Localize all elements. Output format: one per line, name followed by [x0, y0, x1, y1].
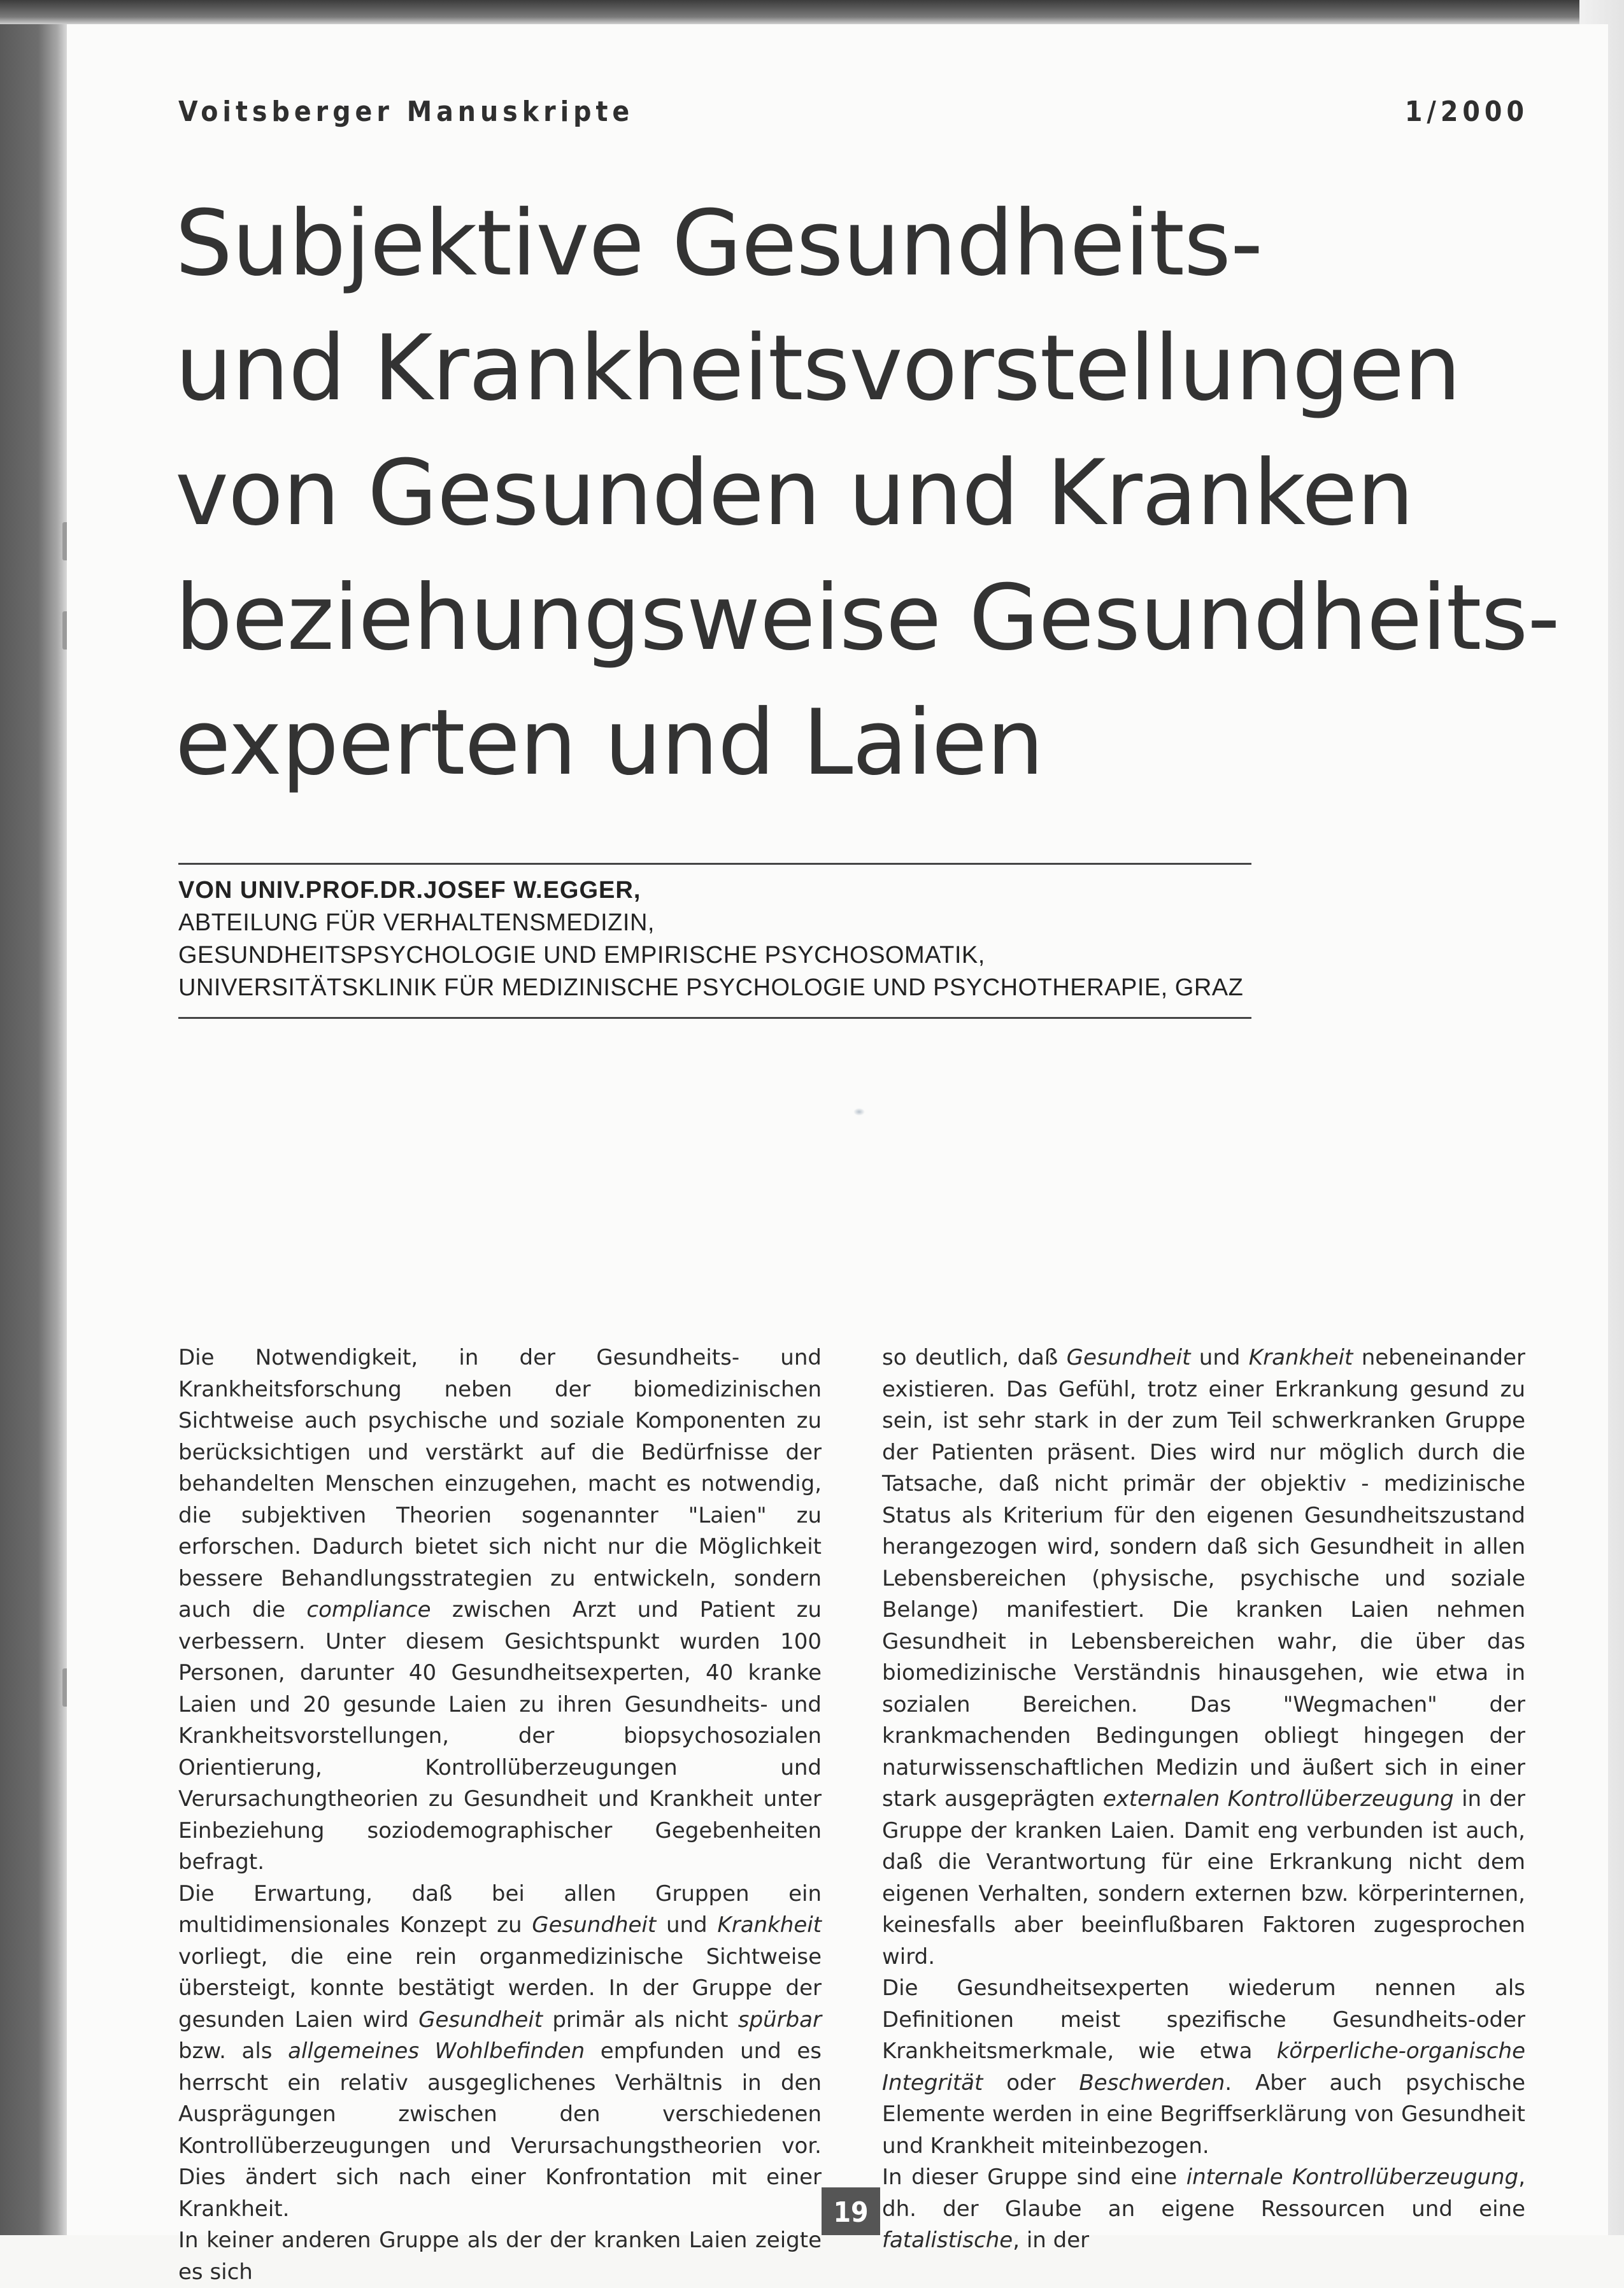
article-title — [175, 181, 1560, 806]
title-line: beziehungsweise Gesundheits- — [175, 565, 1560, 671]
series-name: Voitsberger Manuskripte — [178, 96, 634, 128]
affiliation-line: UNIVERSITÄTSKLINIK FÜR MEDIZINISCHE PSYCHOLOGIE UND PSYCHOTHERAPIE, GRAZ — [178, 974, 1244, 1001]
running-head — [178, 96, 1528, 128]
scan-speck — [853, 1108, 865, 1116]
paragraph: Die Notwendigkeit, in der Gesundheits- und Krankheitsforschung neben der biomedizinischen Sichtweise auch psychische und soziale Komponenten zu berücksichtigen und verstärkt auf die Bedürfnisse der behandelten Menschen einzugehen, macht es notwendig, die subjektiven Theorien sogenannter "Laien" zu erforschen. Dadurch bietet sich nicht nur die Möglichkeit bessere Behandlungsstrategien zu entwickeln, sondern auch die compliance zwischen Arzt und Patient zu verbessern. Unter diesem Gesichtspunkt wurden 100 Personen, darunter 40 Gesundheitsexperten, 40 kranke Laien und 20 gesunde Laien zu ihren Gesundheits- und Krankheitsvorstellungen, der biopsychosozialen Orientierung, Kontrollüberzeugungen und Verursachungtheorien zu Gesundheit und Krankheit unter Einbeziehung soziodemographischer Gegebenheiten befragt. — [178, 1345, 822, 1875]
title-line: experten und Laien — [175, 690, 1044, 795]
paragraph: In dieser Gruppe sind eine internale Kontrollüberzeugung, dh. der Glaube an eigene Ressourcen und eine fatalistische, in der — [882, 2164, 1526, 2253]
page-number: 19 — [822, 2187, 880, 2235]
affiliation-line: ABTEILUNG FÜR VERHALTENSMEDIZIN, — [178, 909, 655, 936]
title-line: von Gesunden und Kranken — [175, 441, 1414, 546]
title-line: Subjektive Gesundheits- — [175, 191, 1263, 296]
body-column-left — [178, 1342, 822, 2288]
paragraph: Die Erwartung, daß bei allen Gruppen ein multidimensionales Konzept zu Gesundheit und Krankheit vorliegt, die eine rein organmedizinische Sichtweise übersteigt, konnte bestätigt werden. In der Gruppe der gesunden Laien wird Gesundheit primär als nicht spürbar bzw. als allgemeines Wohlbefinden empfunden und es herrscht ein relativ ausgeglichenes Verhältnis in den Ausprägungen zwischen den verschiedenen Kontrollüberzeugungen und Verursachungstheorien vor. Dies ändert sich nach einer Konfrontation mit einer Krankheit. — [178, 1880, 822, 2222]
author-name: VON UNIV.PROF.DR.JOSEF W.EGGER, — [178, 877, 641, 904]
body-column-right — [882, 1342, 1525, 2257]
scan-edge-top — [0, 0, 1624, 24]
paragraph: In keiner anderen Gruppe als der der kranken Laien zeigte es sich — [178, 2228, 822, 2285]
title-line: und Krankheitsvorstellungen — [175, 316, 1461, 421]
author-block — [178, 863, 1251, 1019]
paragraph: Die Gesundheitsexperten wiederum nennen als Definitionen meist spezifische Gesundheits-oder Krankheitsmerkmale, wie etwa körperliche-organische Integrität oder Beschwerden. Aber auch psychische Elemente werden in eine Begriffserklärung von Gesundheit und Krankheit miteinbezogen. — [882, 1975, 1525, 2159]
paragraph: so deutlich, daß Gesundheit und Krankheit nebeneinander existieren. Das Gefühl, trotz einer Erkrankung gesund zu sein, ist sehr stark in der zum Teil schwerkranken Gruppe der Patienten präsent. Dies wird nur möglich durch die Tatsache, daß nicht primär der objektiv - medizinische Status als Kriterium für den eigenen Gesundheitszustand herangezogen wird, sondern daß sich Gesundheit in allen Lebensbereichen (physische, psychische und soziale Belange) manifestiert. Die kranken Laien nehmen Gesundheit in Lebensbereichen wahr, die über das biomedizinische Verständnis hinausgehen, wie etwa in sozialen Bereichen. Das "Wegmachen" der krankmachenden Bedingungen obliegt hingegen der naturwissenschaftlichen Medizin und äußert sich in einer stark ausgeprägten externalen Kontrollüberzeugung in der Gruppe der kranken Laien. Damit eng verbunden ist auch, daß die Verantwortung für eine Erkrankung nicht dem eigenen Verhalten, sondern externen bzw. körperinternen, keinesfalls aber beeinflußbaren Faktoren zugesprochen wird. — [882, 1345, 1525, 1970]
affiliation-line: GESUNDHEITSPSYCHOLOGIE UND EMPIRISCHE PSYCHOSOMATIK, — [178, 942, 985, 969]
scan-edge-left — [0, 0, 67, 2235]
issue-number: 1/2000 — [1404, 96, 1528, 128]
